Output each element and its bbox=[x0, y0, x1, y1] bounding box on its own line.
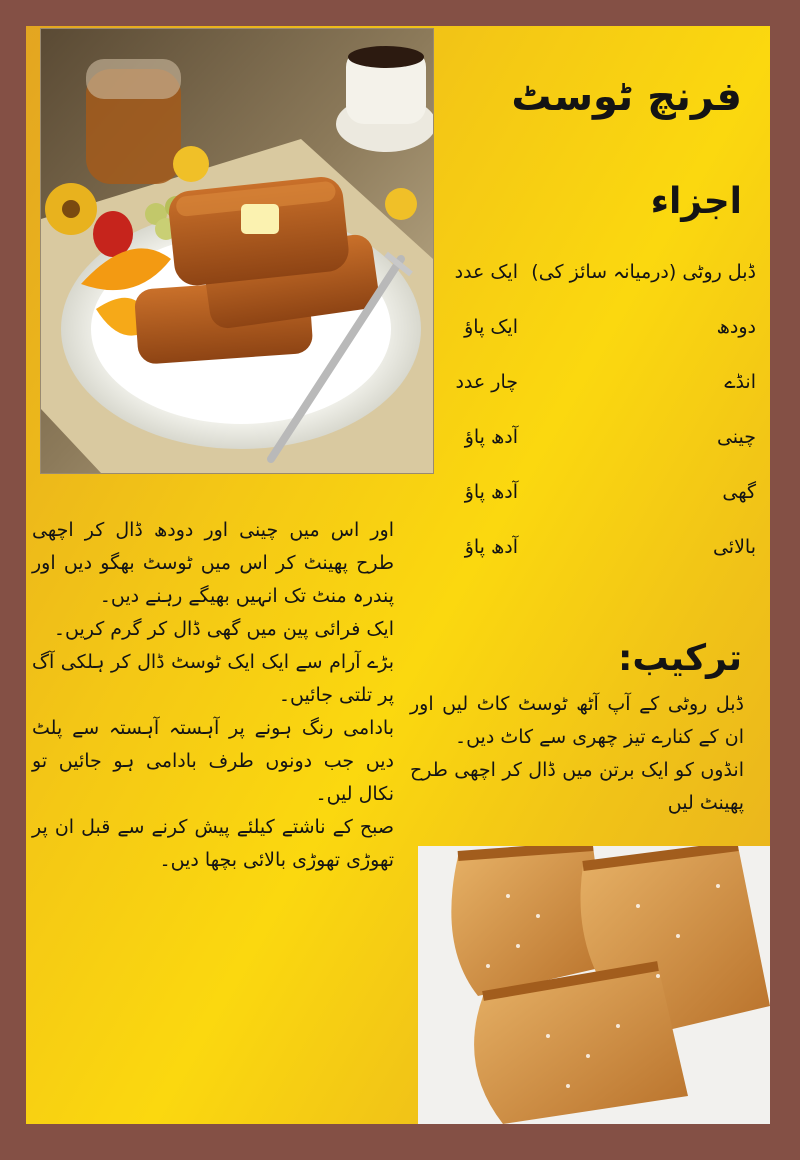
ingredient-row bbox=[436, 536, 756, 576]
method-step: ایک فرائی پین میں گھی ڈال کر گرم کریں۔ bbox=[53, 618, 394, 640]
ingredient-qty: آدھ پاؤ bbox=[464, 536, 518, 558]
ingredient-qty: چار عدد bbox=[455, 371, 518, 393]
ingredient-name: گھی bbox=[722, 481, 756, 503]
french-toast-plate-photo bbox=[40, 28, 434, 474]
method-step: بادامی رنگ ہونے پر آہستہ آہستہ سے پلٹ دیں جب دونوں طرف بادامی ہو جائیں تو نکال لیں۔ bbox=[32, 717, 394, 805]
ingredient-name: چینی bbox=[716, 426, 756, 448]
method-steps-left bbox=[32, 514, 394, 877]
ingredient-qty: آدھ پاؤ bbox=[464, 481, 518, 503]
ingredient-row bbox=[436, 316, 756, 356]
ingredient-row bbox=[436, 371, 756, 411]
method-heading: ترکیب: bbox=[617, 638, 742, 679]
ingredients-heading: اجزاء bbox=[650, 181, 742, 222]
ingredient-name: ڈبل روٹی (درمیانہ سائز کی) bbox=[531, 261, 756, 283]
recipe-title: فرنچ ٹوسٹ bbox=[511, 74, 742, 120]
method-steps-right bbox=[410, 688, 744, 820]
sugared-toast-photo bbox=[418, 846, 770, 1124]
ingredient-row bbox=[436, 426, 756, 466]
recipe-card bbox=[26, 26, 770, 1124]
ingredient-qty: ایک پاؤ bbox=[464, 316, 518, 338]
ingredient-row bbox=[436, 261, 756, 301]
method-step: انڈوں کو ایک برتن میں ڈال کر اچھی طرح پھینٹ لیں bbox=[410, 759, 744, 814]
method-step: اور اس میں چینی اور دودھ ڈال کر اچھی طرح پھینٹ کر اس میں ٹوسٹ بھگو دیں اور پندرہ منٹ تک انہیں بھیگے رہنے دیں۔ bbox=[32, 519, 394, 607]
method-step: بڑے آرام سے ایک ایک ٹوسٹ ڈال کر ہلکی آگ پر تلتی جائیں۔ bbox=[32, 651, 394, 706]
ingredient-qty: ایک عدد bbox=[454, 261, 518, 283]
ingredient-qty: آدھ پاؤ bbox=[464, 426, 518, 448]
ingredient-name: دودھ bbox=[716, 316, 756, 338]
ingredient-row bbox=[436, 481, 756, 521]
method-step: صبح کے ناشتے کیلئے پیش کرنے سے قبل ان پر تھوڑی تھوڑی بالائی بچھا دیں۔ bbox=[32, 816, 394, 871]
ingredient-name: بالائی bbox=[712, 536, 756, 558]
ingredient-name: انڈے bbox=[724, 371, 756, 393]
method-step: ڈبل روٹی کے آپ آٹھ ٹوسٹ کاٹ لیں اور ان کے کنارے تیز چھری سے کاٹ دیں۔ bbox=[410, 693, 744, 748]
